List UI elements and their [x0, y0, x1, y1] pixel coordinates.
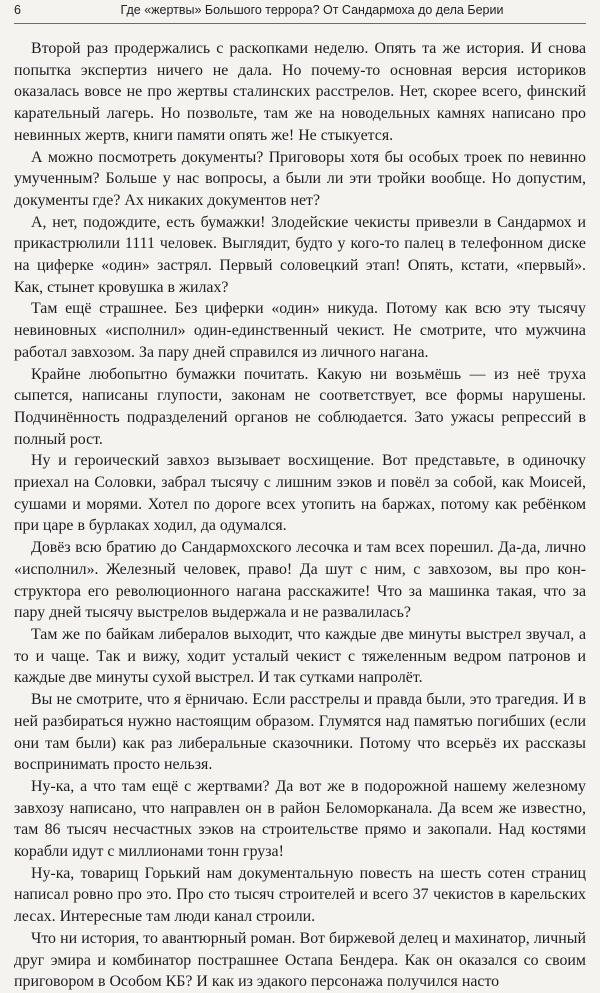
paragraph: Что ни история, то авантюрный роман. Вот биржевой делец и махинатор, личный друг эмира и комбинатор пострашнее Остапа Бендера. Как он оказался со своим приговором в Особом КБ? И как из эдакого персонажа получился насто — [14, 929, 586, 991]
paragraph: А, нет, подождите, есть бумажки! Злодейские чекисты привезли в Сандармох и прикастрюлили 1111 человек. Выглядит, будто у кого-то палец в телефонном диске на циферке «один» застрял. Первый соловецкий этап! Опять, кстати, «первый». Как, стынет кровушка в жилах? — [14, 213, 586, 296]
paragraph: Ну-ка, а что там ещё с жертвами? Да вот же в подорожной нашему железному завхозу написано, что направлен он в район Беломорканала. Да всем же известно, там 86 тысяч несчастных зэков на строительстве прямо и закопали. Над костями корабли идут с миллионами тонн груза! — [14, 777, 586, 861]
body-text — [14, 38, 586, 993]
paragraph: Довёз всю братию до Сандармохского лесочка и там всех порешил. Да-да, лично «исполнил». Железный человек, право! Да шут с ним, с завхозом, вы про конструктора его революционного нагана расскажите! Что за машинка такая, что за пару дней тысячу выстрелов выдержала и не развалилась? — [14, 539, 586, 622]
paragraph: А можно посмотреть документы? Приговоры хотя бы особых троек по невинно умученным? Больше у нас вопросы, а были ли эти тройки вообще. Но допустим, документы где? Ах никаких документов нет? — [14, 148, 586, 209]
running-title: Где «жертвы» Большого террора? От Сандармоха до дела Берии — [120, 3, 504, 17]
paragraph: Второй раз продержались с раскопками неделю. Опять та же история. И снова попытка экспертиз ничего не дала. Но почему-то основная версия историков оказалась вовсе не про жертвы сталинских расстрелов. Нет, скорее всего, финский карательный лагерь. Но позвольте, там же на новодельных камнях написано про невинных жертв, книги памяти опять же! Не стыкуется. — [14, 40, 586, 144]
paragraph: Вы не смотрите, что я ёрничаю. Если расстрелы и правда были, это трагедия. И в ней разбираться нужно настоящим образом. Глумятся над памятью погибших (если они там были) как раз либеральные сказочники. Потому что всерьёз их рассказы воспринимать просто нельзя. — [14, 691, 586, 774]
page-number: 6 — [14, 3, 21, 17]
running-header — [14, 0, 586, 24]
paragraph: Там ещё страшнее. Без циферки «один» никуда. Потому как всю эту тысячу невиновных «исполнил» один-единственный чекист. Не смотрите, что мужчина работал завхозом. За пару дней справился из личного нагана. — [14, 300, 586, 361]
paragraph: Там же по байкам либералов выходит, что каждые две минуты выстрел звучал, а то и чаще. Так и вижу, ходит усталый чекист с тяжеленным ведром патронов и каждые две минуты сухой выстрел. И так сутками напролёт. — [14, 625, 586, 687]
paragraph: Ну-ка, товарищ Горький нам документальную повесть на шесть сотен страниц написал ровно про это. Про сто тысяч строителей и всего 37 чекистов в карельских лесах. Интересные там люди канал строили. — [14, 864, 586, 926]
paragraph: Ну и героический завхоз вызывает восхищение. Вот представьте, в одиночку приехал на Соловки, забрал тысячу с лишним зэков и повёл за собой, как Моисей, сушами и морями. Хотел по дороге всех утопить на баржах, потому как ребёнком при царе в бурлаках ходил, да одумался. — [14, 452, 586, 535]
paragraph: Крайне любопытно бумажки почитать. Какую ни возьмёшь — из неё труха сыпется, написаны глупости, законам не соответствует, все формы нарушены. Подчинённость подразделений органов не соблюдается. Зато ужасы репрессий в полный рост. — [14, 365, 586, 448]
